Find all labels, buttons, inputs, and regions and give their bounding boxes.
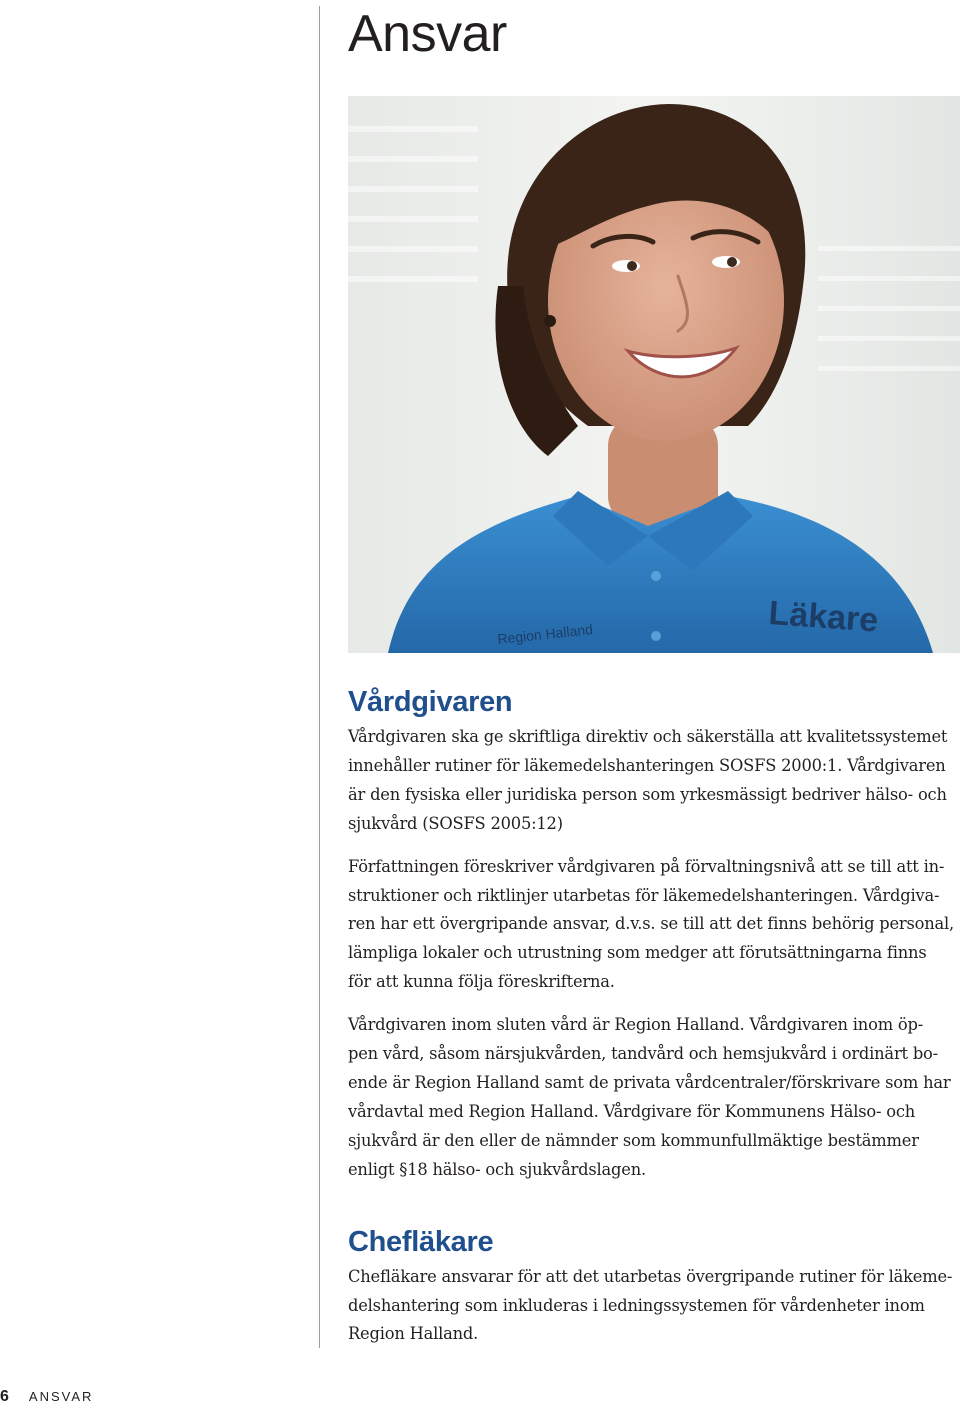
- shirt-logo-text: Region Halland: [496, 621, 594, 647]
- text-line: Chefläkare ansvarar för att det utarbetas övergripande rutiner för läkeme-: [348, 1266, 953, 1286]
- text-line: enligt §18 hälso- och sjukvårdslagen.: [348, 1159, 646, 1179]
- text-line: lämpliga lokaler och utrustning som medger att förutsättningarna finns: [348, 943, 927, 963]
- paragraph: [348, 1263, 960, 1350]
- text-line: för att kunna följa föreskrifterna.: [348, 972, 615, 992]
- paragraph: [348, 1011, 960, 1184]
- text-line: vårdavtal med Region Halland. Vårdgivare för Kommunens Hälso- och: [348, 1101, 916, 1121]
- shirt-role-text: Läkare: [767, 594, 880, 640]
- text-line: är den fysiska eller juridiska person som yrkesmässigt bedriver hälso- och: [348, 784, 947, 804]
- page-title: Ansvar: [348, 5, 507, 63]
- heading-chefläkare: Chefläkare: [348, 1225, 494, 1258]
- text-line: Region Halland.: [348, 1324, 479, 1344]
- text-line: pen vård, såsom närsjukvården, tandvård och hemsjukvård i ordinärt bo-: [348, 1044, 938, 1064]
- shirt-button: [651, 631, 661, 641]
- heading-vardgivaren: Vårdgivaren: [348, 686, 513, 718]
- earring: [544, 315, 556, 327]
- text-line: Vårdgivaren ska ge skriftliga direktiv och säkerställa att kvalitetssystemet: [348, 727, 948, 746]
- page-number: 6: [0, 1388, 9, 1405]
- text-line: struktioner och riktlinjer utarbetas för läkemedelshanteringen. Vårdgiva-: [348, 885, 940, 905]
- text-line: Författningen föreskriver vårdgivaren på förvaltningsnivå att se till att in-: [348, 856, 945, 876]
- vertical-divider: [319, 6, 320, 1348]
- text-line: delshantering som inkluderas i ledningssystemen för vårdenheter inom: [348, 1295, 925, 1315]
- paragraph: [348, 853, 960, 998]
- text-line: ende är Region Halland samt de privata vårdcentraler/förskrivare som har: [348, 1072, 951, 1092]
- text-line: sjukvård är den eller de nämnder som kommunfullmäktige bestämmer: [348, 1130, 919, 1150]
- text-line: Vårdgivaren inom sluten vård är Region Halland. Vårdgivaren inom öp-: [348, 1015, 924, 1035]
- article-body: [348, 684, 960, 1349]
- page-footer: [0, 1388, 93, 1410]
- shirt-button: [651, 571, 661, 581]
- text-line: innehåller rutiner för läkemedelshanteringen SOSFS 2000:1. Vårdgivaren: [348, 755, 946, 775]
- text-line: ren har ett övergripande ansvar, d.v.s. se till att det finns behörig personal,: [348, 914, 955, 934]
- running-section-label: ANSVAR: [28, 1389, 94, 1404]
- text-line: sjukvård (SOSFS 2005:12): [348, 813, 563, 833]
- portrait-illustration: [348, 96, 960, 653]
- paragraph: [348, 723, 960, 839]
- portrait-photo: [348, 96, 960, 653]
